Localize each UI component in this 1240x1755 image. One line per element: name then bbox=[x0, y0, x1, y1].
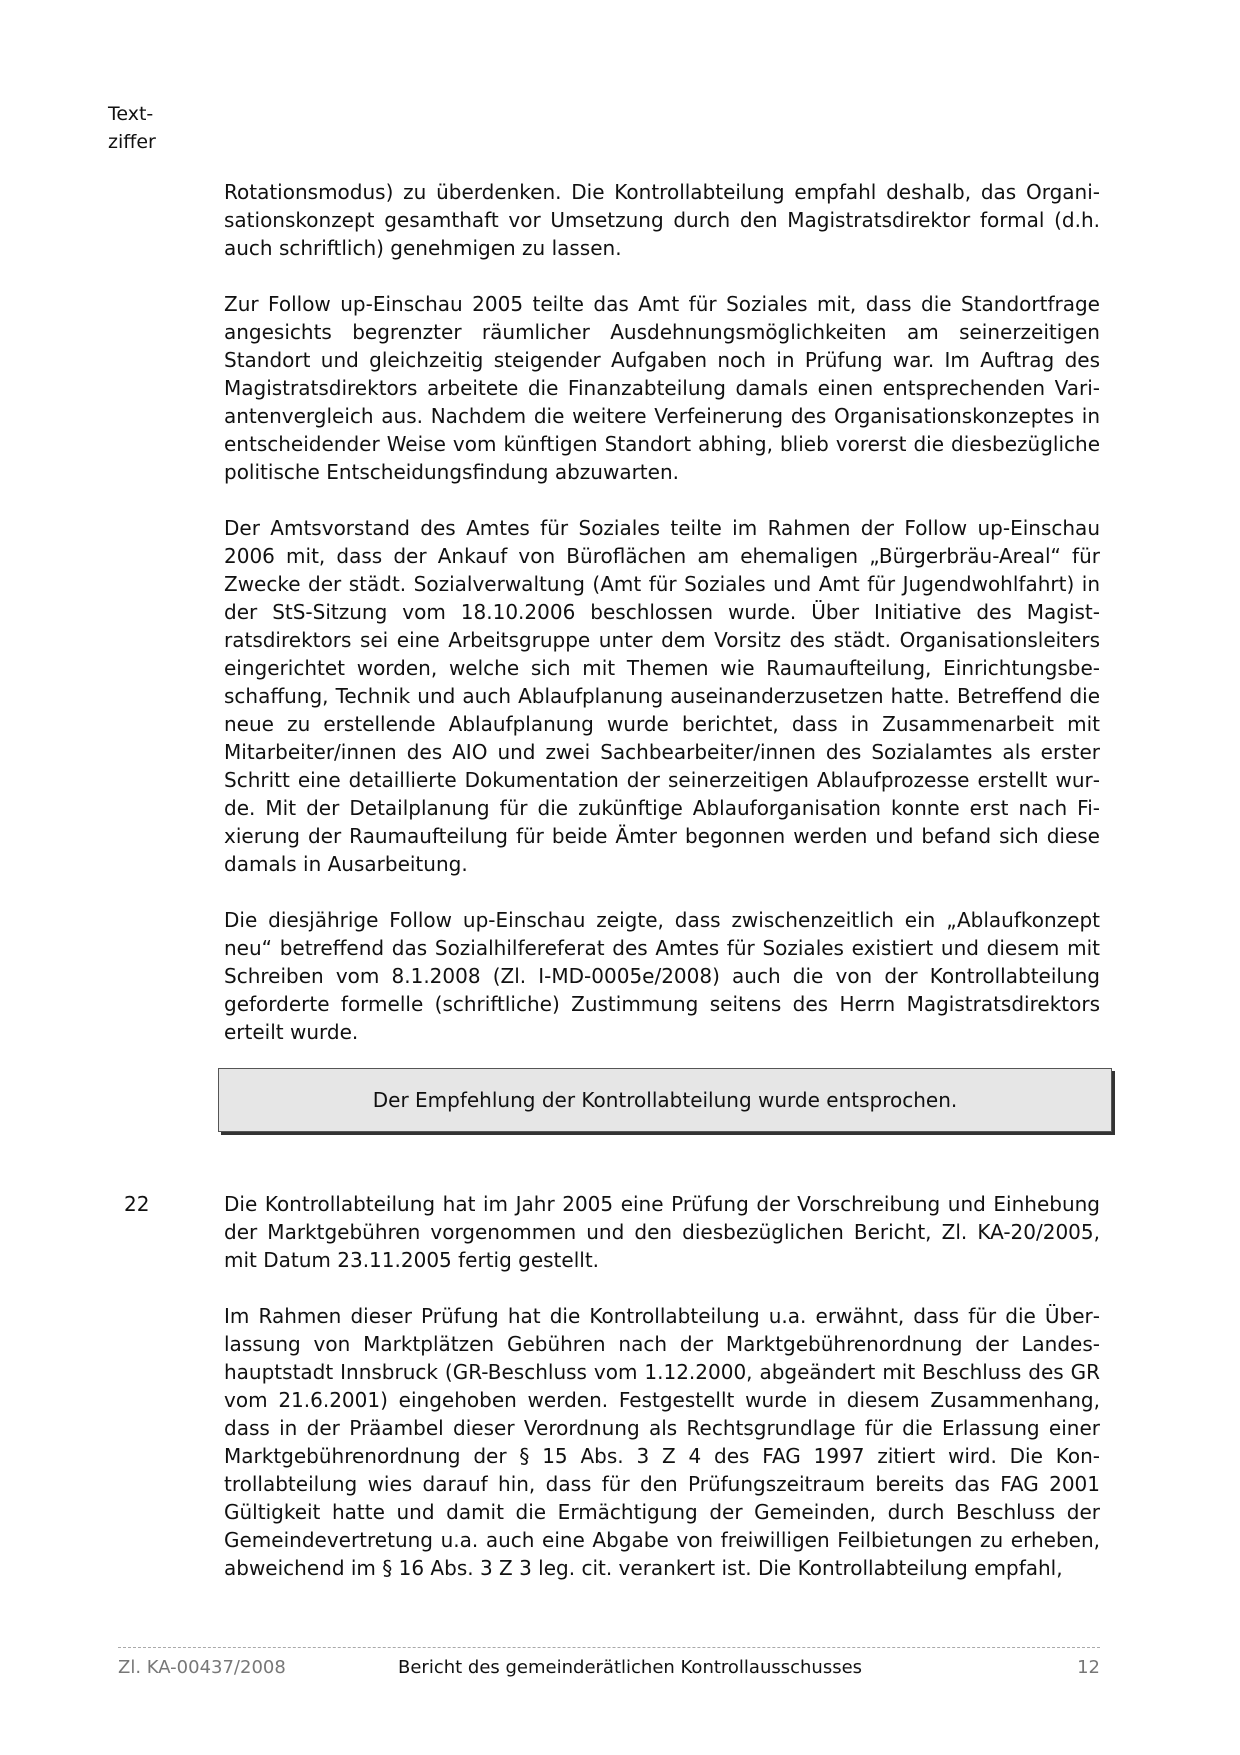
margin-label-line-2: ziffer bbox=[108, 131, 156, 153]
recommendation-status-text: Der Empfehlung der Kontrollabteilung wurde entsprochen. bbox=[372, 1088, 958, 1112]
section-number: 22 bbox=[124, 1192, 150, 1216]
paragraph: Die Kontrollabteilung hat im Jahr 2005 eine Prüfung der Vorschreibung und Einhebung der Marktgebühren vorgenommen und den diesbezüglichen Bericht, Zl. KA-20/2005, mit Datum 23.11.2005 fertig gestellt. bbox=[224, 1192, 1100, 1272]
section-22-body bbox=[224, 1190, 1100, 1582]
paragraph: Rotationsmodus) zu überdenken. Die Kontrollabteilung empfahl deshalb, das Organisationskonzept gesamthaft vor Umsetzung durch den Magistratsdirektor formal (d.h. auch schriftlich) genehmigen zu lassen. bbox=[224, 180, 1100, 260]
paragraph: Im Rahmen dieser Prüfung hat die Kontrollabteilung u.a. erwähnt, dass für die Überlassung von Marktplätzen Gebühren nach der Marktgebührenordnung der Landeshauptstadt Innsbruck (GR-Beschluss vom 1.12.2000, abgeändert mit Beschluss des GR vom 21.6.2001) eingehoben werden. Festgestellt wurde in diesem Zusammenhang, dass in der Präambel dieser Verordnung als Rechtsgrundlage für die Erlassung einer Marktgebührenordnung der § 15 Abs. 3 Z 4 des FAG 1997 zitiert wird. Die Kontrollabteilung wies darauf hin, dass für den Prüfungszeitraum bereits das FAG 2001 Gültigkeit hatte und damit die Ermächtigung der Gemeinden, durch Beschluss der Gemeindevertretung u.a. auch eine Abgabe von freiwilligen Feilbietungen zu erheben, abweichend im § 16 Abs. 3 Z 3 leg. cit. verankert ist. Die Kontrollabteilung empfahl, bbox=[224, 1304, 1100, 1580]
paragraph: Die diesjährige Follow up-Einschau zeigte, dass zwischenzeitlich ein „Ablaufkonzept neu“ betreffend das Sozialhilfereferat des Amtes für Soziales existiert und diesem mit Schreiben vom 8.1.2008 (Zl. I-MD-0005e/2008) auch die von der Kontrollabteilung geforderte formelle (schriftliche) Zustimmung seitens des Herrn Magistratsdirektors erteilt wurde. bbox=[224, 908, 1100, 1044]
footer-title: Bericht des gemeinderätlichen Kontrollausschusses bbox=[398, 1657, 863, 1678]
paragraph: Zur Follow up-Einschau 2005 teilte das Amt für Soziales mit, dass die Standortfrage angesichts begrenzter räumlicher Ausdehnungsmöglichkeiten am seinerzeitigen Standort und gleichzeitig steigender Aufgaben noch in Prüfung war. Im Auftrag des Magistratsdirektors arbeitete die Finanzabteilung damals einen entsprechenden Variantenvergleich aus. Nachdem die weitere Verfeinerung des Organisationskonzeptes in entscheidender Weise vom künftigen Standort abhing, blieb vorerst die diesbezügliche politische Entscheidungsfindung abzuwarten. bbox=[224, 292, 1100, 484]
margin-label bbox=[108, 100, 156, 156]
paragraph: Der Amtsvorstand des Amtes für Soziales teilte im Rahmen der Follow up-Einschau 2006 mit, dass der Ankauf von Büroflächen am ehemaligen „Bürgerbräu-Areal“ für Zwecke der städt. Sozialverwaltung (Amt für Soziales und Amt für Jugendwohlfahrt) in der StS-Sitzung vom 18.10.2006 beschlossen wurde. Über Initiative des Magistratsdirektors sei eine Arbeitsgruppe unter dem Vorsitz des städt. Organisationsleiters eingerichtet worden, welche sich mit Themen wie Raumaufteilung, Einrichtungsbeschaffung, Technik und auch Ablaufplanung auseinanderzusetzen hatte. Betreffend die neue zu erstellende Ablaufplanung wurde berichtet, dass in Zusammenarbeit mit Mitarbeiter/innen des AIO und zwei Sachbearbeiter/innen des Sozialamtes als erster Schritt eine detaillierte Dokumentation der seinerzeitigen Ablaufprozesse erstellt wurde. Mit der Detailplanung für die zukünftige Ablauforganisation konnte erst nach Fixierung der Raumaufteilung für beide Ämter begonnen werden und befand sich diese damals in Ausarbeitung. bbox=[224, 516, 1100, 876]
section-21-continuation bbox=[224, 178, 1100, 1046]
page-number: 12 bbox=[1077, 1657, 1100, 1678]
recommendation-status-box bbox=[218, 1068, 1112, 1132]
footer-reference: Zl. KA-00437/2008 bbox=[118, 1657, 286, 1678]
margin-label-line-1: Text- bbox=[108, 103, 154, 125]
footer-divider bbox=[118, 1647, 1100, 1648]
